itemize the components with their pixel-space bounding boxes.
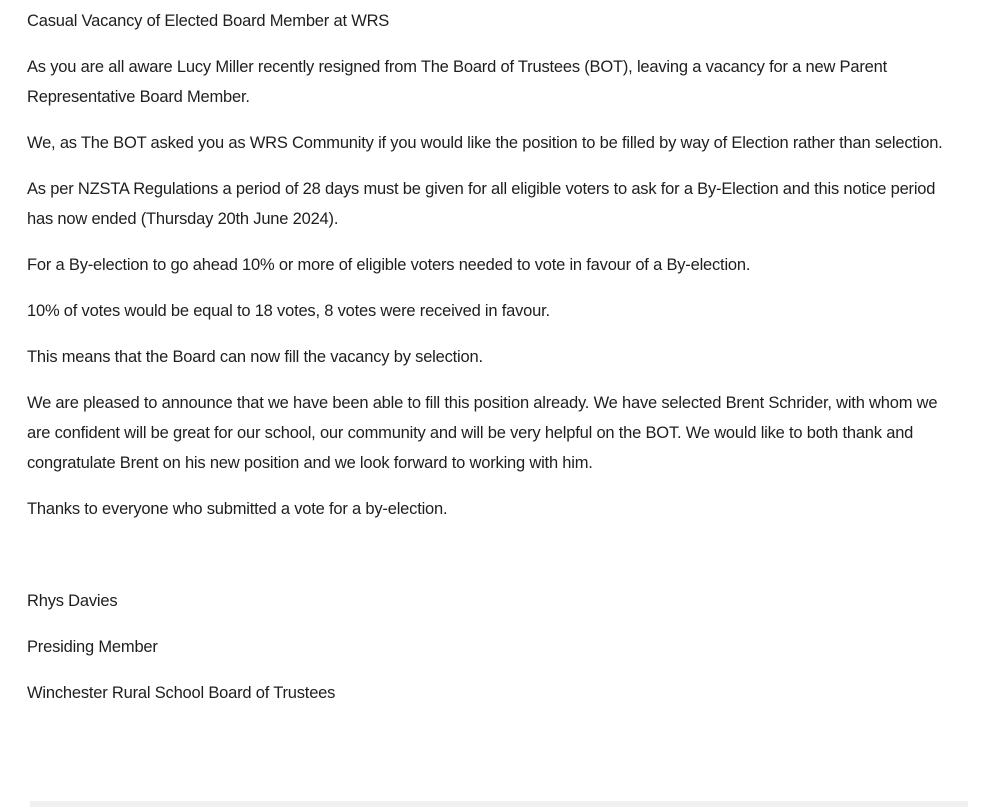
paragraph-nzsta-regulations: As per NZSTA Regulations a period of 28 days must be given for all eligible voters to ask for a By-Election and this notice period has now ended (Thursday 20th June 2024). bbox=[27, 180, 936, 228]
signature-role: Presiding Member bbox=[27, 638, 158, 656]
paragraph-resignation: As you are all aware Lucy Miller recently resigned from The Board of Trustees (BOT), leaving a vacancy for a new Parent Representative Board Member. bbox=[27, 58, 887, 106]
page-bottom-edge bbox=[30, 801, 968, 807]
paragraph-thanks: Thanks to everyone who submitted a vote for a by-election. bbox=[27, 500, 448, 518]
signature-name: Rhys Davies bbox=[27, 592, 118, 610]
signature-gap bbox=[27, 540, 963, 586]
paragraph-vote-counts: 10% of votes would be equal to 18 votes, 8 votes were received in favour. bbox=[27, 302, 550, 320]
paragraph-announcement: We are pleased to announce that we have been able to fill this position already. We have selected Brent Schrider, with whom we are confident will be great for our school, our community and will be very helpful on the BOT. We would like to both thank and congratulate Brent on his new position and we look forward to working with him. bbox=[27, 394, 938, 472]
paragraph-election-question: We, as The BOT asked you as WRS Community if you would like the position to be filled by way of Election rather than selection. bbox=[27, 134, 943, 152]
signature-organization: Winchester Rural School Board of Trustees bbox=[27, 684, 336, 702]
paragraph-byelection-threshold: For a By-election to go ahead 10% or more of eligible voters needed to vote in favour of a By-election. bbox=[27, 256, 751, 274]
document-title: Casual Vacancy of Elected Board Member at WRS bbox=[27, 12, 390, 30]
paragraph-selection-outcome: This means that the Board can now fill the vacancy by selection. bbox=[27, 348, 483, 366]
